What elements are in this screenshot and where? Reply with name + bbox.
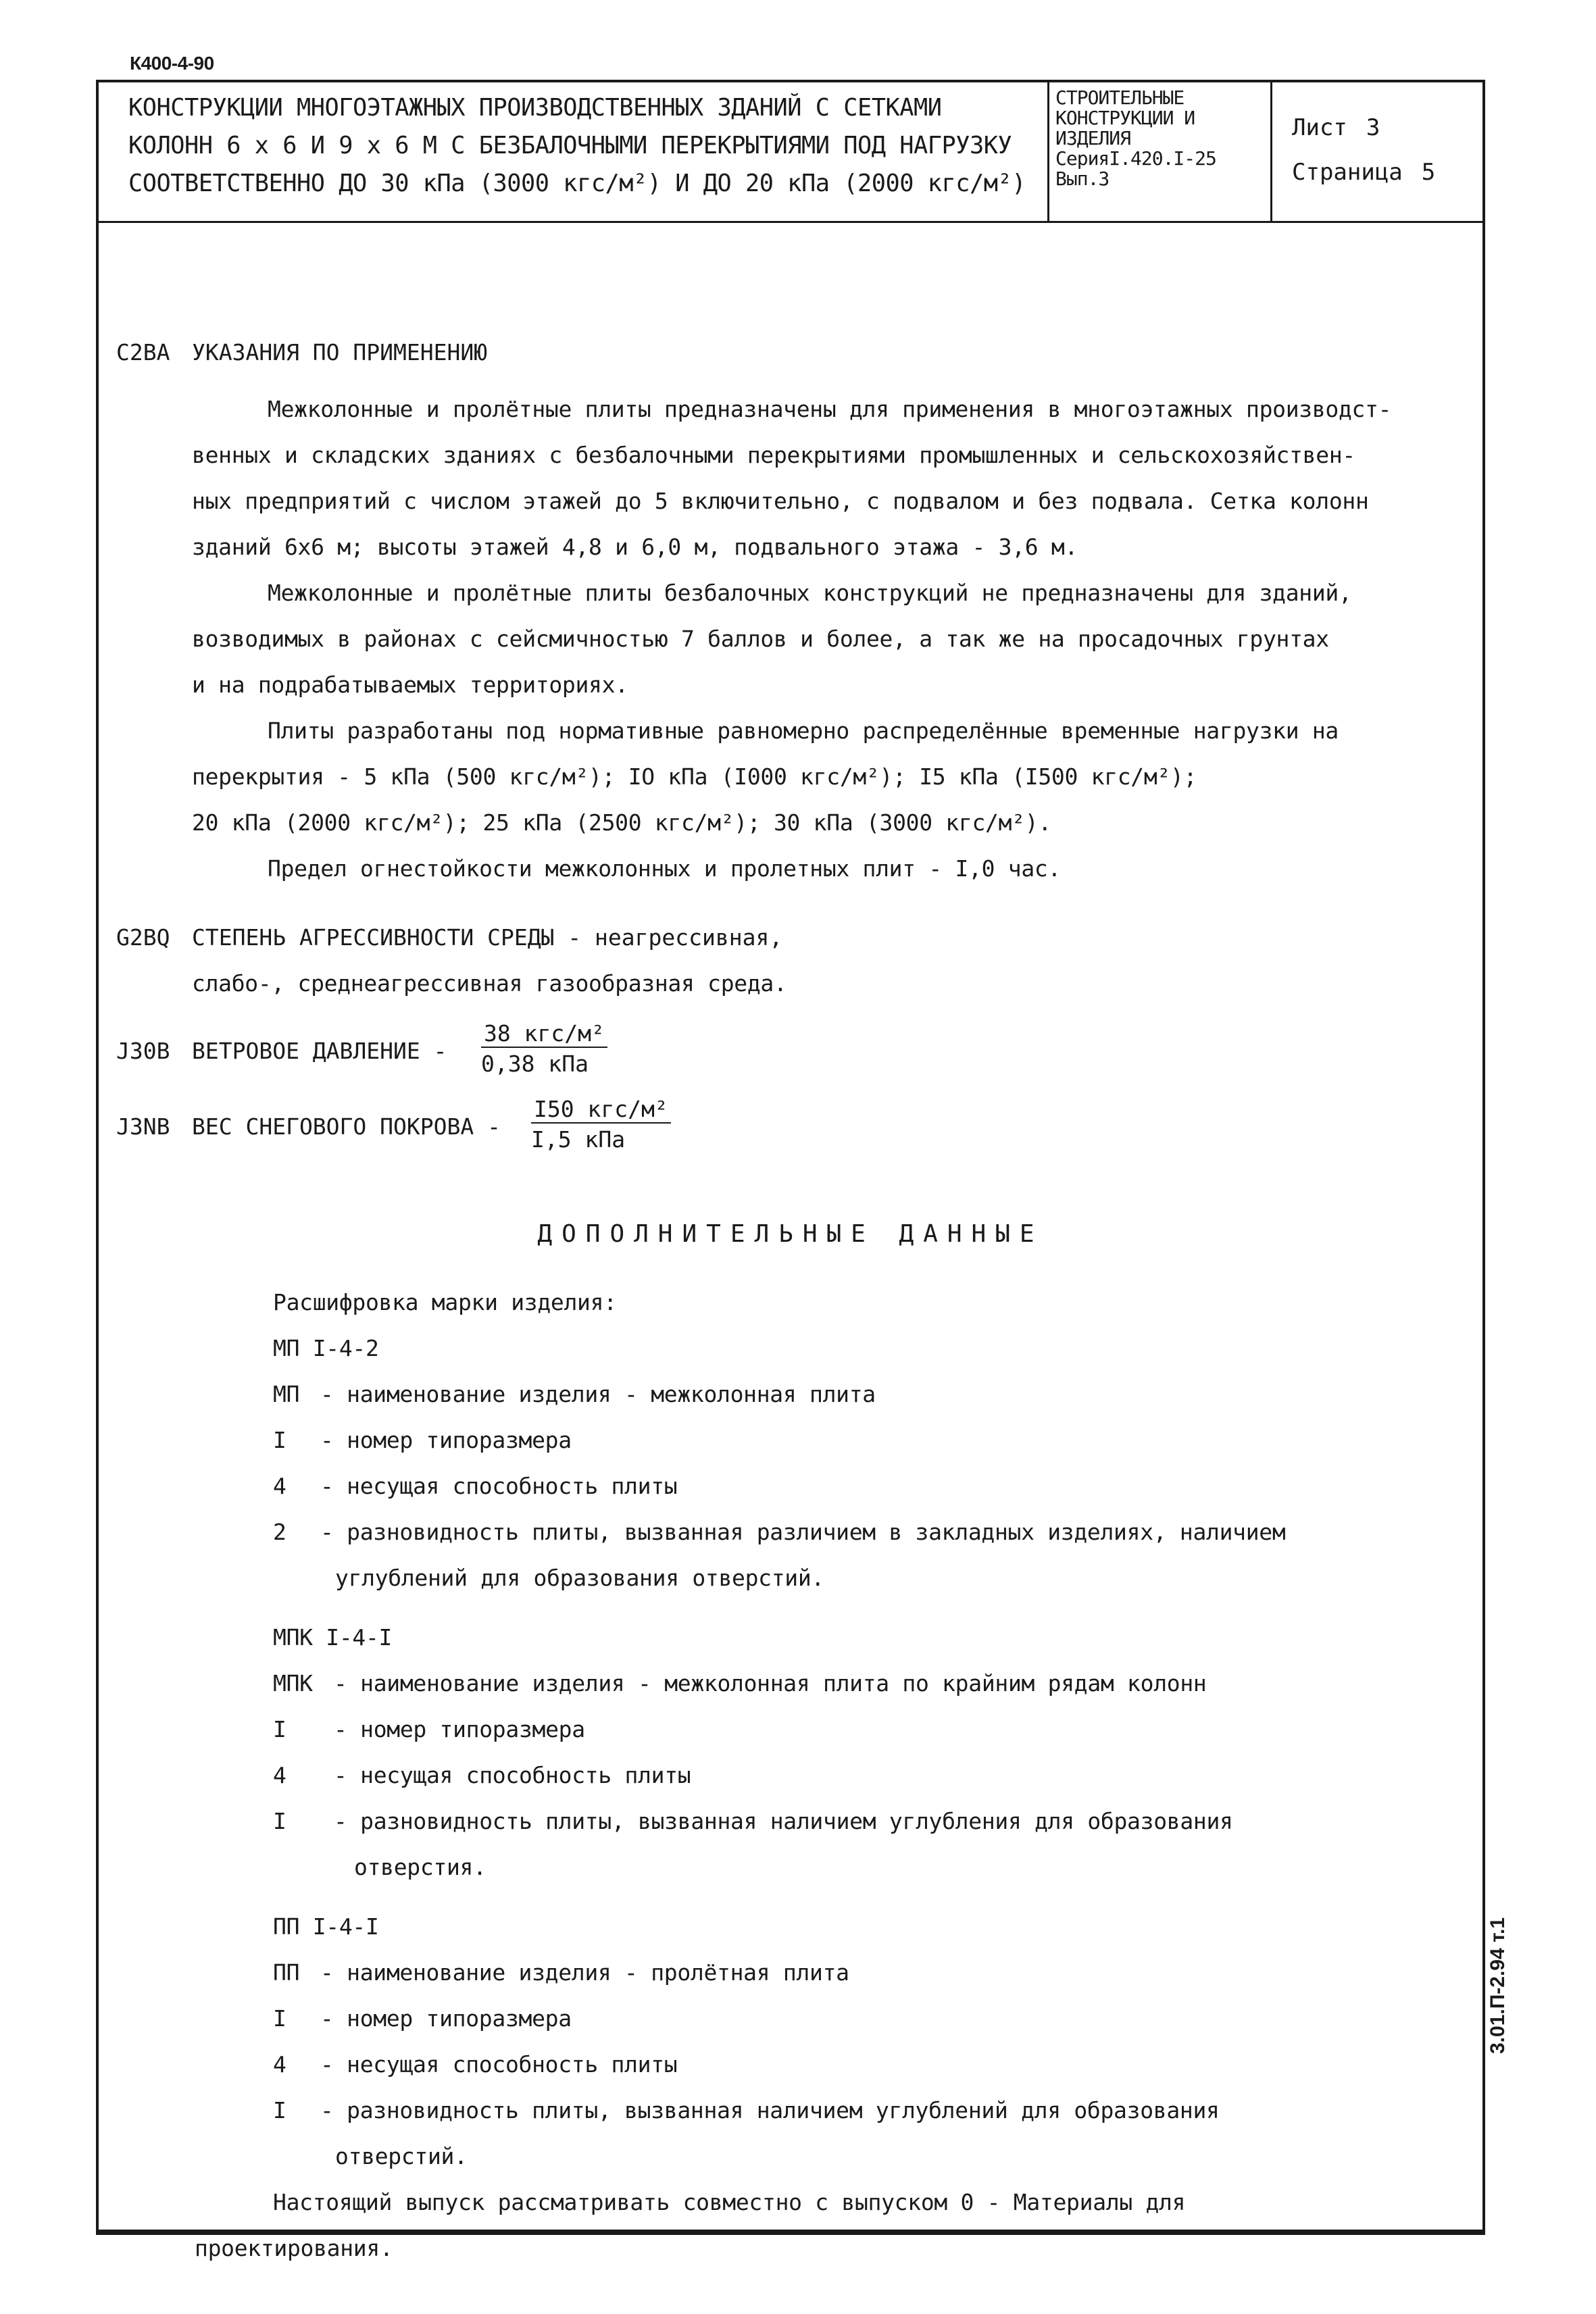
archive-code: 3.01.П-2.94 т.1: [1487, 1917, 1509, 2054]
section-title: ВЕС СНЕГОВОГО ПОКРОВА -: [192, 1113, 501, 1140]
mark-row: I - номер типоразмера: [273, 2005, 572, 2032]
mark-row: I - разновидность плиты, вызванная наличием углубления для образования: [273, 1808, 1233, 1834]
category-line-3: ИЗДЕЛИЯ: [1055, 128, 1131, 149]
usage-line: 20 кПа (2000 кгс/м²); 25 кПа (2500 кгс/м²); 30 кПа (3000 кгс/м²).: [192, 809, 1051, 836]
mark-row: 4 - несущая способность плиты: [273, 1762, 691, 1788]
mark-row: 2 - разновидность плиты, вызванная различием в закладных изделиях, наличием: [273, 1519, 1286, 1545]
mark-row: 4 - несущая способность плиты: [273, 1473, 678, 1499]
usage-line: зданий 6х6 м; высоты этажей 4,8 и 6,0 м, подвального этажа - 3,6 м.: [192, 534, 1078, 560]
usage-line: венных и складских зданиях с безбалочными перекрытиями промышленных и сельскохозяйствен-: [192, 442, 1355, 468]
usage-line: и на подрабатываемых территориях.: [192, 672, 628, 698]
mark-row: I - разновидность плиты, вызванная наличием углублений для образования: [273, 2097, 1220, 2123]
issue-number: Вып.3: [1055, 169, 1109, 189]
snow-denominator: I,5 кПа: [531, 1126, 626, 1153]
mark-row: I - номер типоразмера: [273, 1716, 585, 1742]
usage-line: Плиты разработаны под нормативные равномерно распределённые временные нагрузки на: [268, 718, 1339, 744]
aggressiveness-value: - неагрессивная,: [554, 924, 783, 951]
wind-numerator: 38 кгс/м²: [481, 1020, 607, 1048]
title-line-1: КОНСТРУКЦИИ МНОГОЭТАЖНЫХ ПРОИЗВОДСТВЕННЫХ ЗДАНИЙ С СЕТКАМИ: [128, 94, 942, 122]
snow-value: [531, 1096, 671, 1153]
sheet-info: [1292, 105, 1481, 195]
mark-row: 4 - несущая способность плиты: [273, 2051, 678, 2078]
section-code: C2BA: [116, 339, 170, 366]
sheet-number: 3: [1366, 114, 1380, 141]
snow-heading: [116, 1113, 501, 1140]
document-code: К400-4-90: [130, 53, 214, 74]
page-frame: [96, 80, 1485, 2261]
category-line-1: СТРОИТЕЛЬНЫЕ: [1055, 88, 1184, 108]
usage-line: перекрытия - 5 кПа (500 кгс/м²); IO кПа (I000 кгс/м²); I5 кПа (I500 кгс/м²);: [192, 763, 1197, 790]
wind-denominator: 0,38 кПа: [481, 1051, 589, 1077]
section-title: УКАЗАНИЯ ПО ПРИМЕНЕНИЮ: [192, 339, 488, 366]
mark-row-continued: отверстий.: [335, 2143, 468, 2169]
usage-line: возводимых в районах с сейсмичностью 7 баллов и более, а так же на просадочных грунтах: [192, 626, 1329, 652]
product-mark: МП I-4-2: [273, 1335, 379, 1361]
mark-intro: Расшифровка марки изделия:: [273, 1289, 617, 1315]
product-mark: МПК I-4-I: [273, 1624, 393, 1651]
mark-row: ПП - наименование изделия - пролётная плита: [273, 1959, 849, 1986]
section-title: ВЕТРОВОЕ ДАВЛЕНИЕ -: [192, 1038, 447, 1064]
closing-note: Настоящий выпуск рассматривать совместно с выпуском 0 - Материалы для: [273, 2189, 1186, 2215]
mark-row-continued: отверстия.: [354, 1854, 487, 1880]
frame-bottom-border: [96, 2230, 1485, 2235]
section-title: СТЕПЕНЬ АГРЕССИВНОСТИ СРЕДЫ: [192, 924, 555, 951]
title-line-3: СООТВЕТСТВЕННО ДО 30 кПа (3000 кгс/м²) И ДО 20 кПа (2000 кгс/м²): [128, 170, 1026, 197]
title-block: [99, 82, 1482, 223]
product-mark: ПП I-4-I: [273, 1913, 379, 1940]
usage-heading: [116, 339, 487, 366]
title-line-2: КОЛОНН 6 х 6 И 9 х 6 М С БЕЗБАЛОЧНЫМИ ПЕРЕКРЫТИЯМИ ПОД НАГРУЗКУ: [128, 132, 1012, 159]
section-code: G2BQ: [116, 924, 170, 951]
category-line-2: КОНСТРУКЦИИ И: [1055, 108, 1195, 128]
mark-row: МПК - наименование изделия - межколонная плита по крайним рядам колонн: [273, 1670, 1207, 1696]
snow-numerator: I50 кгс/м²: [531, 1096, 671, 1124]
wind-heading: [116, 1038, 447, 1064]
title-block-divider: [1270, 82, 1272, 221]
usage-line: Межколонные и пролётные плиты предназначены для применения в многоэтажных производст-: [268, 396, 1392, 422]
sheet-label: Лист: [1292, 114, 1347, 141]
usage-line: Межколонные и пролётные плиты безбалочных конструкций не предназначены для зданий,: [268, 580, 1352, 606]
additional-data-heading: ДОПОЛНИТЕЛЬНЫЕ ДАННЫЕ: [537, 1220, 1044, 1248]
usage-line: ных предприятий с числом этажей до 5 включительно, с подвалом и без подвала. Сетка колонн: [192, 488, 1369, 514]
aggressiveness-line: слабо-, среднеагрессивная газообразная среда.: [192, 970, 787, 997]
mark-row-continued: углублений для образования отверстий.: [335, 1565, 825, 1591]
mark-row: I - номер типоразмера: [273, 1427, 572, 1453]
page-label: Страница: [1292, 159, 1403, 186]
series-info: [1055, 88, 1270, 189]
closing-note: проектирования.: [195, 2235, 393, 2261]
usage-line: Предел огнестойкости межколонных и пролетных плит - I,0 час.: [268, 855, 1062, 882]
section-code: J30B: [116, 1038, 170, 1064]
mark-row: МП - наименование изделия - межколонная плита: [273, 1381, 876, 1407]
aggressiveness-heading: [116, 924, 782, 951]
section-code: J3NB: [116, 1113, 170, 1140]
page-number: 5: [1421, 159, 1436, 186]
wind-value: [481, 1020, 607, 1077]
series-number: СерияI.420.I-25: [1055, 149, 1216, 169]
title-block-divider: [1047, 82, 1049, 221]
document-title: [128, 89, 1122, 203]
